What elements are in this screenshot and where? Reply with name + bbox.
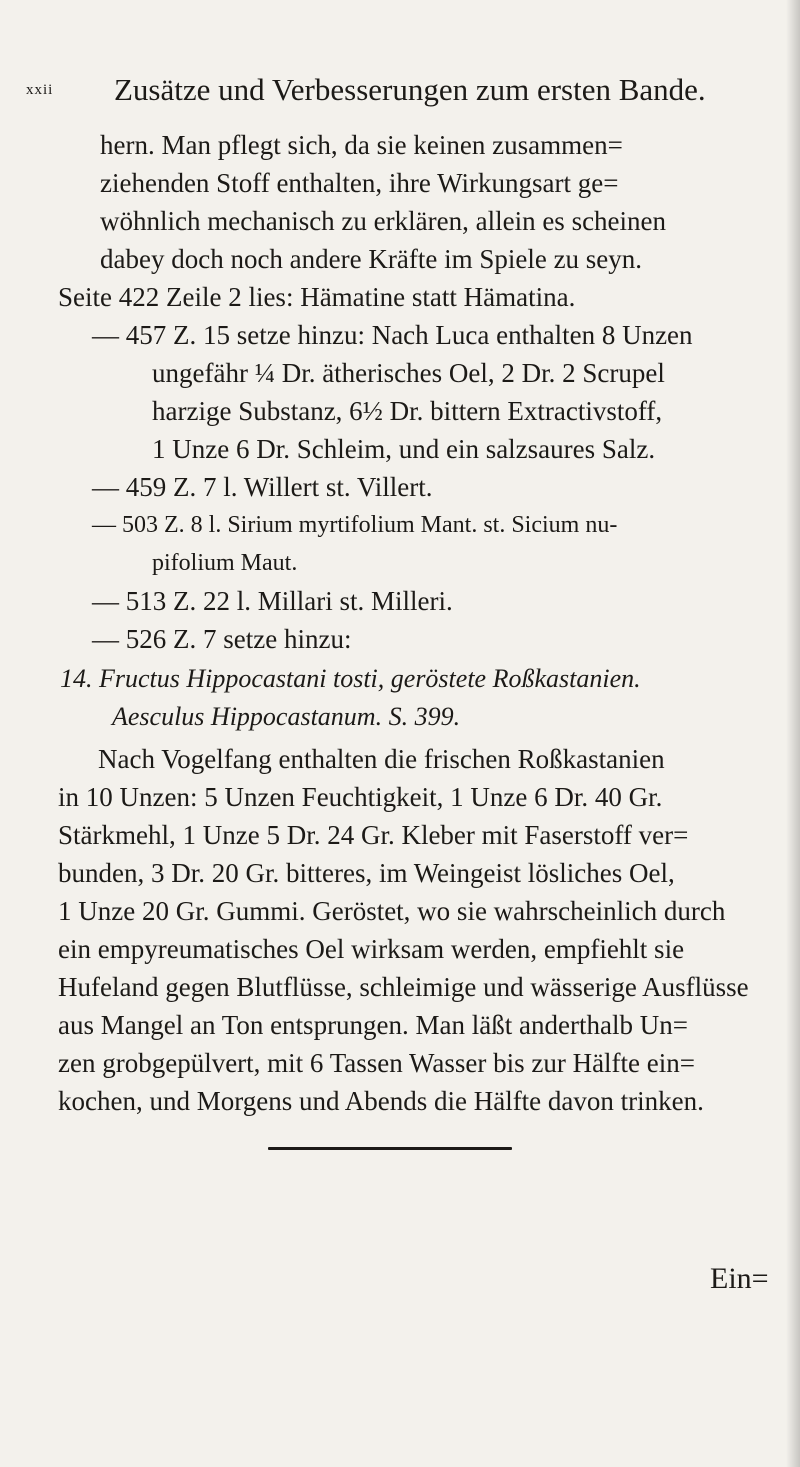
erratum-line: — 503 Z. 8 l. Sirium myrtifolium Mant. st. Sicium nu- <box>92 512 618 538</box>
page-edge-shadow <box>786 0 800 1467</box>
section-subheading: Aesculus Hippocastanum. S. 399. <box>112 702 461 731</box>
text-line: pifolium Maut. <box>152 550 298 576</box>
text-line: Stärkmehl, 1 Unze 5 Dr. 24 Gr. Kleber mit Faserstoff ver= <box>58 820 689 850</box>
text-line: aus Mangel an Ton entsprungen. Man läßt anderthalb Un= <box>58 1010 688 1040</box>
text-line: wöhnlich mechanisch zu erklären, allein es scheinen <box>100 206 667 236</box>
erratum-line: — 513 Z. 22 l. Millari st. Milleri. <box>92 586 453 616</box>
section-heading: 14. Fructus Hippocastani tosti, geröstete Roßkastanien. <box>60 664 641 693</box>
text-line: bunden, 3 Dr. 20 Gr. bitteres, im Weingeist lösliches Oel, <box>58 858 675 888</box>
text-line: zen grobgepülvert, mit 6 Tassen Wasser bis zur Hälfte ein= <box>58 1048 695 1078</box>
erratum-line: — 459 Z. 7 l. Willert st. Villert. <box>92 472 433 502</box>
catchword: Ein= <box>710 1262 769 1295</box>
text-line: ein empyreumatisches Oel wirksam werden, empfiehlt sie <box>58 934 685 964</box>
text-line: kochen, und Morgens und Abends die Hälfte davon trinken. <box>58 1086 704 1116</box>
erratum-line: Seite 422 Zeile 2 lies: Hämatine statt Hämatina. <box>58 282 576 312</box>
erratum-line: — 526 Z. 7 setze hinzu: <box>92 624 352 654</box>
text-line: hern. Man pflegt sich, da sie keinen zusammen= <box>100 130 623 160</box>
running-title: Zusätze und Verbesserungen zum ersten Bande. <box>114 72 706 107</box>
text-line: dabey doch noch andere Kräfte im Spiele zu seyn. <box>100 244 643 274</box>
text-line: Hufeland gegen Blutflüsse, schleimige und wässerige Ausflüsse <box>58 972 749 1002</box>
text-line: 1 Unze 6 Dr. Schleim, und ein salzsaures Salz. <box>152 434 656 464</box>
text-line: 1 Unze 20 Gr. Gummi. Geröstet, wo sie wahrscheinlich durch <box>58 896 726 926</box>
running-header <box>26 72 760 108</box>
page-number: xxii <box>26 82 54 98</box>
text-line: ziehenden Stoff enthalten, ihre Wirkungsart ge= <box>100 168 619 198</box>
text-line: harzige Substanz, 6½ Dr. bittern Extractivstoff, <box>152 396 663 426</box>
text-line: ungefähr ¼ Dr. ätherisches Oel, 2 Dr. 2 Scrupel <box>152 358 665 388</box>
erratum-line: — 457 Z. 15 setze hinzu: Nach Luca enthalten 8 Unzen <box>92 320 693 350</box>
divider-rule <box>268 1147 512 1150</box>
text-line: Nach Vogelfang enthalten die frischen Roßkastanien <box>98 744 665 774</box>
text-line: in 10 Unzen: 5 Unzen Feuchtigkeit, 1 Unze 6 Dr. 40 Gr. <box>58 782 663 812</box>
